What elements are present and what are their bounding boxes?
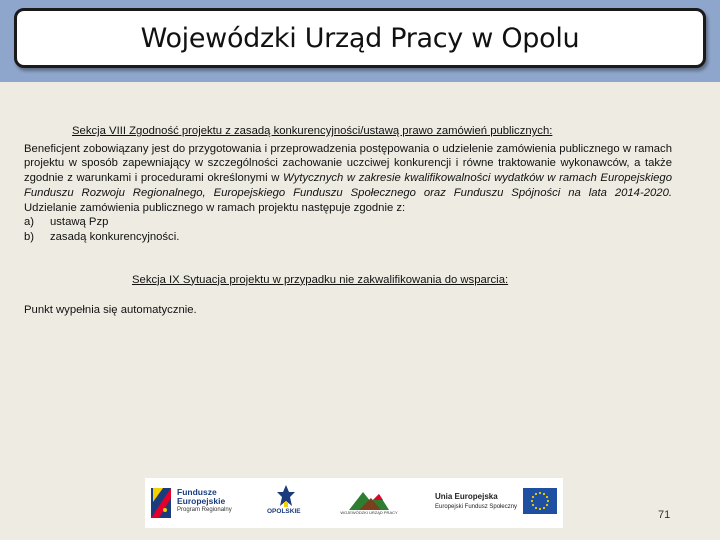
slide-content	[24, 124, 672, 318]
section-8-text-end: Udzielanie zamówienia publicznego w ramach projektu następuje zgodnie z:	[24, 201, 406, 214]
wup-mountain-icon	[349, 488, 389, 510]
page-title: Wojewódzki Urząd Pracy w Opolu	[140, 22, 580, 54]
list-item-text: ustawą Pzp	[50, 216, 109, 229]
fundusze-europejskie-mark-icon	[151, 484, 173, 522]
unia-europejska-logo	[431, 478, 561, 528]
list-item-text: zasadą konkurencyjności.	[50, 230, 180, 243]
list-marker: b)	[24, 230, 35, 243]
wup-label: WOJEWÓDZKI URZĄD PRACY	[340, 510, 398, 515]
page-number: 71	[658, 509, 671, 521]
section-8-list	[24, 215, 672, 244]
opolskie-logo	[257, 478, 317, 528]
opolskie-emblem-icon	[275, 484, 297, 508]
header-band	[0, 0, 720, 82]
section-9-paragraph: Punkt wypełnia się automatycznie.	[24, 304, 197, 317]
list-marker: a)	[24, 216, 35, 229]
section-8-paragraph	[24, 142, 672, 216]
opolskie-label: OPOLSKIE	[267, 508, 301, 515]
list-item	[24, 230, 672, 245]
section-8-heading: Sekcja VIII Zgodność projektu z zasadą konkurencyjności/ustawą prawo zamówień publicznych:	[72, 125, 553, 137]
eu-flag-icon	[523, 488, 557, 514]
fe-subtitle: Program Regionalny	[177, 507, 232, 513]
fe-title-line1: Fundusze	[177, 487, 217, 497]
fe-title-line2: Europejskie	[177, 496, 226, 506]
ue-subtitle: Europejski Fundusz Społeczny	[435, 504, 518, 510]
footer-logo-strip	[145, 478, 563, 528]
title-box	[14, 8, 706, 68]
section-8-text-start: Beneficjent zobowiązany jest do przygotowania i przeprowadzenia postępowania o udzielenie zamówienia publicznego w ramach projektu w sposób zapewniający w szczególności zachowanie uczciwej konkurencji i równe traktowanie wykonawców, a także zgodnie z warunkami i procedurami określonymi w	[24, 142, 672, 185]
list-item	[24, 215, 672, 230]
section-9-heading: Sekcja IX Sytuacja projektu w przypadku nie zakwalifikowania do wsparcia:	[132, 273, 509, 286]
fundusze-europejskie-logo	[149, 478, 249, 528]
section-8-guidelines-reference: Wytycznych w zakresie kwalifikowalności wydatków w ramach Europejskiego Funduszu Rozwoju Regionalnego, Europejskiego Funduszu Społecznego oraz Funduszu Spójności na lata 2014-2020.	[24, 172, 672, 199]
ue-title: Unia Europejska	[435, 492, 498, 501]
wup-opole-logo	[337, 478, 403, 528]
